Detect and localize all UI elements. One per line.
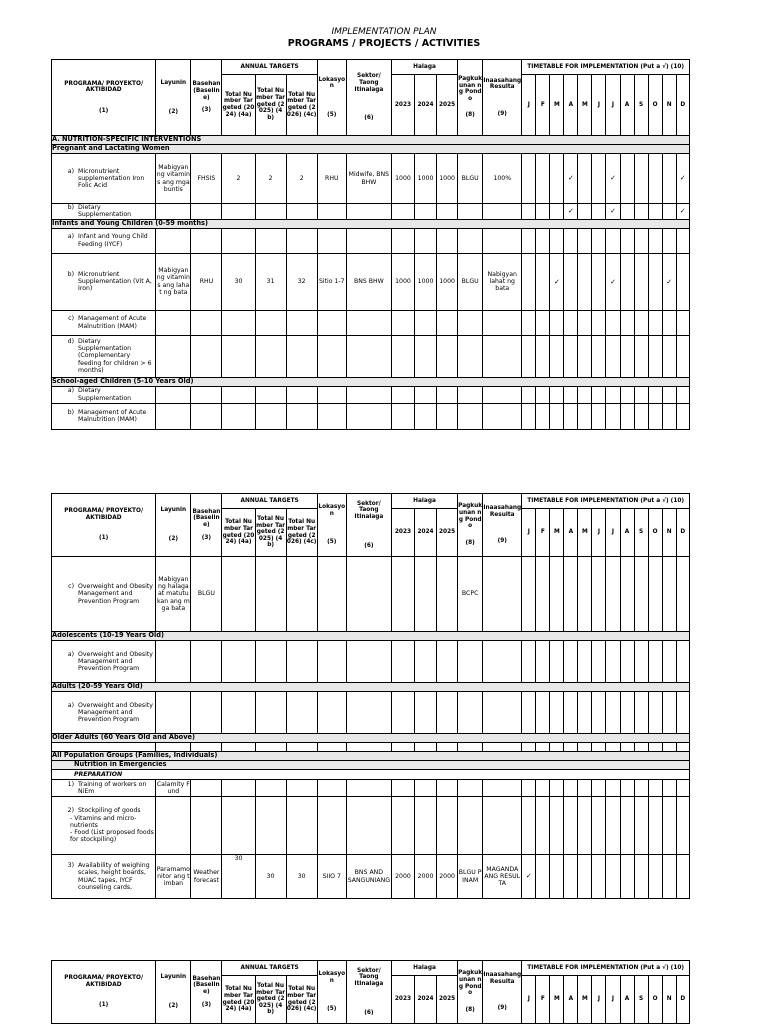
header-year-2025: 2025: [437, 976, 458, 1024]
cost-2025-cell: 1000: [437, 154, 458, 204]
subsection-pregnant-lactating: Pregnant and Lactating Women: [52, 145, 690, 154]
objective-cell: Mabigyan ng vitamins ang mga buntis: [156, 154, 191, 204]
header-result: Inaasahang Resulta (9): [483, 494, 522, 557]
month-feb: F: [536, 509, 550, 557]
month-sep: S: [634, 75, 648, 136]
header-objective: Layunin (2): [156, 494, 191, 557]
stockpile-item: - Food (List proposed foods for stockpiling): [70, 829, 154, 844]
subsection-older-adults: Older Adults (60 Years Old and Above): [52, 734, 690, 743]
result-cell: MAGANDA ANG RESULTA: [483, 855, 522, 899]
location-cell: Sitio 1-7: [317, 253, 346, 310]
header-target-2025: Total Number Targeted (2025) (4b): [255, 509, 286, 557]
header-program: PROGRAMA/ PROYEKTO/ AKTIBIDAD (1): [52, 494, 156, 557]
month-jan: J: [522, 509, 536, 557]
activity-cell: a) Overweight and Obesity Management and Prevention Program: [52, 641, 156, 683]
cost-2024-cell: 1000: [415, 253, 437, 310]
stockpile-item: - Vitamins and micro-nutrients: [70, 814, 137, 829]
plan-table-2: [51, 493, 690, 899]
month-mar: M: [550, 75, 564, 136]
fund-cell: BLGU: [458, 154, 483, 204]
objective-cell: Calamity Fund: [156, 780, 190, 795]
activity-cell: b) Dietary Supplementation: [52, 204, 156, 220]
fund-cell: BLGU PINAM: [458, 855, 483, 899]
target-2025-cell: 30: [255, 855, 286, 899]
subsection-all-population: All Population Groups (Families, Individuals): [52, 752, 690, 761]
table-row: [52, 253, 690, 310]
header-target-2026: Total Number Targeted (2026) (4c): [286, 976, 317, 1024]
plan-table-3: [51, 960, 690, 1024]
header-sector: Sektor/ Taong Itinalaga (6): [346, 961, 391, 1024]
header-sector: Sektor/ Taong Itinalaga (6): [346, 494, 391, 557]
month-sep: S: [634, 976, 648, 1024]
month-aug: A: [620, 509, 634, 557]
cost-2025-cell: 2000: [437, 855, 458, 899]
check-mark: ✓: [564, 154, 578, 204]
month-apr: A: [564, 509, 578, 557]
check-mark: ✓: [550, 253, 564, 310]
fund-cell: BLGU: [458, 253, 483, 310]
month-jul: J: [606, 976, 620, 1024]
month-dec: D: [676, 509, 689, 557]
header-year-2025: 2025: [437, 509, 458, 557]
header-target-2025: Total Number Targeted (2025) (4b): [255, 976, 286, 1024]
header-target-2024: Total Number Targeted (2024) (4a): [222, 75, 255, 136]
header-year-2023: 2023: [391, 509, 414, 557]
month-jun: J: [592, 75, 606, 136]
activity-cell: d) Dietary Supplementation (Complementary feeding for children > 6 months): [52, 335, 156, 377]
objective-cell: Mabigyan ng vitamins ang lahat ng bata: [156, 253, 191, 310]
activity-cell: a) Dietary Supplementation: [52, 386, 156, 403]
document-subtitle: PROGRAMS / PROJECTS / ACTIVITIES: [287, 38, 481, 49]
header-cost: Halaga: [391, 961, 457, 976]
table-row: [52, 692, 690, 734]
check-mark: ✓: [522, 855, 536, 899]
target-2024-cell: 30: [222, 253, 255, 310]
cost-2023-cell: 1000: [391, 253, 414, 310]
activity-cell: c) Management of Acute Malnutrition (MAM): [52, 310, 156, 335]
header-location: Lokasyon (5): [317, 60, 346, 136]
month-mar: M: [550, 509, 564, 557]
target-2025-cell: 31: [255, 253, 286, 310]
sector-cell: BNS AND SANGUNIANG: [346, 855, 391, 899]
activity-cell: a) Overweight and Obesity Management and Prevention Program: [52, 692, 156, 734]
month-nov: N: [662, 509, 676, 557]
check-mark: ✓: [564, 204, 578, 220]
sector-cell: Midwife, BNS BHW: [346, 154, 391, 204]
activity-cell: 1) Training of workers on NiEm: [52, 780, 156, 797]
table-row: [52, 154, 690, 204]
month-jan: J: [522, 976, 536, 1024]
header-target-2026: Total Number Targeted (2026) (4c): [286, 75, 317, 136]
objective-cell: Paramamonitor ang timban: [156, 855, 191, 899]
check-mark: ✓: [676, 204, 689, 220]
table-row: [52, 855, 690, 899]
target-2025-cell: 2: [255, 154, 286, 204]
activity-cell: a) Micronutrient supplementation Iron Folic Acid: [52, 154, 156, 204]
header-annual-targets: ANNUAL TARGETS: [222, 494, 317, 509]
activity-cell: 3) Availability of weighing scales, height boards, MUAC tapes, IYCF counseling cards,: [52, 855, 156, 899]
check-mark: ✓: [662, 253, 676, 310]
target-2026-cell: 30: [286, 855, 317, 899]
activity-cell: 2) Stockpiling of goods - Vitamins and micro-nutrients - Food (List proposed foods for stockpiling): [52, 797, 156, 855]
month-may: M: [578, 75, 592, 136]
result-cell: 100%: [483, 154, 522, 204]
header-fund: Pagkukunan ng Pondo (8): [458, 494, 483, 557]
result-cell: Nabigyan lahat ng bata: [483, 253, 522, 310]
table-row: [52, 386, 690, 403]
target-2024-cell: 2: [222, 154, 255, 204]
subsection-adolescents: Adolescents (10-19 Years Old): [52, 632, 690, 641]
header-baseline: Basehan (Baseline) (3): [191, 60, 222, 136]
subsection-nutrition-emergencies: Nutrition in Emergencies: [52, 761, 690, 770]
location-cell: RHU: [317, 154, 346, 204]
baseline-cell: FHSIS: [191, 154, 222, 204]
document-title: IMPLEMENTATION PLAN: [331, 27, 437, 37]
month-dec: D: [676, 75, 689, 136]
cost-2024-cell: 2000: [415, 855, 437, 899]
section-nutrition-specific: A. NUTRITION-SPECIFIC INTERVENTIONS: [52, 136, 690, 145]
table-row: [52, 797, 690, 855]
cost-2024-cell: 1000: [415, 154, 437, 204]
month-jun: J: [592, 976, 606, 1024]
cost-2025-cell: 1000: [437, 253, 458, 310]
header-year-2024: 2024: [415, 976, 437, 1024]
header-cost: Halaga: [391, 494, 457, 509]
header-program: PROGRAMA/ PROYEKTO/ AKTIBIDAD (1): [52, 60, 156, 136]
subsection-school-aged: School-aged Children (5-10 Years Old): [52, 377, 690, 386]
header-annual-targets: ANNUAL TARGETS: [222, 60, 317, 75]
header-timetable: TIMETABLE FOR IMPLEMENTATION (Put a √) (10): [522, 60, 690, 75]
header-result: Inaasahang Resulta (9): [483, 961, 522, 1024]
cost-2023-cell: 2000: [391, 855, 414, 899]
plan-table-1: [51, 59, 690, 430]
month-apr: A: [564, 75, 578, 136]
location-cell: SIIO 7: [317, 855, 346, 899]
header-target-2024: Total Number Targeted (2024) (4a): [222, 976, 255, 1024]
activity-cell: b) Management of Acute Malnutrition (MAM): [52, 403, 156, 429]
header-target-2026: Total Number Targeted (2026) (4c): [286, 509, 317, 557]
check-mark: ✓: [676, 154, 689, 204]
header-baseline: Basehan (Baseline) (3): [191, 494, 222, 557]
table-row: [52, 310, 690, 335]
header-location: Lokasyon (5): [317, 494, 346, 557]
month-nov: N: [662, 75, 676, 136]
header-year-2023: 2023: [391, 976, 414, 1024]
header-objective: Layunin (2): [156, 961, 191, 1024]
month-may: M: [578, 976, 592, 1024]
header-timetable: TIMETABLE FOR IMPLEMENTATION (Put a √) (10): [522, 961, 690, 976]
month-dec: D: [676, 976, 689, 1024]
month-jul: J: [606, 509, 620, 557]
header-baseline: Basehan (Baseline) (3): [191, 961, 222, 1024]
header-result: Inaasahang Resulta (9): [483, 60, 522, 136]
table-row: [52, 641, 690, 683]
month-aug: A: [620, 75, 634, 136]
baseline-cell: RHU: [191, 253, 222, 310]
baseline-cell: Weather forecast: [191, 855, 222, 899]
objective-cell: Mabigyan ng halaga at matutukan ang mga bata: [156, 557, 191, 632]
header-target-2024: Total Number Targeted (2024) (4a): [222, 509, 255, 557]
header-program: PROGRAMA/ PROYEKTO/ AKTIBIDAD (1): [52, 961, 156, 1024]
table-row: [52, 228, 690, 253]
check-mark: ✓: [606, 204, 620, 220]
month-jul: J: [606, 75, 620, 136]
subsection-infants: Infants and Young Children (0-59 months): [52, 219, 690, 228]
table-row: [52, 403, 690, 429]
month-feb: F: [536, 976, 550, 1024]
month-nov: N: [662, 976, 676, 1024]
header-sector: Sektor/ Taong Itinalaga (6): [346, 60, 391, 136]
table-row: [52, 780, 690, 797]
check-mark: ✓: [606, 154, 620, 204]
header-year-2023: 2023: [391, 75, 414, 136]
header-fund: Pagkukunan ng Pondo (8): [458, 961, 483, 1024]
header-year-2024: 2024: [415, 509, 437, 557]
preparation-label: PREPARATION: [52, 770, 690, 780]
header-timetable: TIMETABLE FOR IMPLEMENTATION (Put a √) (10): [522, 494, 690, 509]
header-objective: Layunin (2): [156, 60, 191, 136]
target-2024-cell: 30: [222, 855, 255, 899]
month-jun: J: [592, 509, 606, 557]
month-sep: S: [634, 509, 648, 557]
target-2026-cell: 2: [286, 154, 317, 204]
month-mar: M: [550, 976, 564, 1024]
month-oct: O: [648, 509, 662, 557]
cost-2023-cell: 1000: [391, 154, 414, 204]
subsection-adults: Adults (20-59 Years Old): [52, 683, 690, 692]
baseline-cell: BLGU: [191, 557, 222, 632]
header-location: Lokasyon (5): [317, 961, 346, 1024]
check-mark: ✓: [606, 253, 620, 310]
month-apr: A: [564, 976, 578, 1024]
month-may: M: [578, 509, 592, 557]
header-cost: Halaga: [391, 60, 457, 75]
header-year-2024: 2024: [415, 75, 437, 136]
header-annual-targets: ANNUAL TARGETS: [222, 961, 317, 976]
sector-cell: BNS BHW: [346, 253, 391, 310]
month-jan: J: [522, 75, 536, 136]
month-aug: A: [620, 976, 634, 1024]
header-target-2025: Total Number Targeted (2025) (4b): [255, 75, 286, 136]
table-row: [52, 335, 690, 377]
header-fund: Pagkukunan ng Pondo (8): [458, 60, 483, 136]
table-row: [52, 204, 690, 220]
header-year-2025: 2025: [437, 75, 458, 136]
target-2026-cell: 32: [286, 253, 317, 310]
activity-cell: a) Infant and Young Child Feeding (IYCF): [52, 228, 156, 253]
activity-cell: c) Overweight and Obesity Management and Prevention Program: [52, 557, 156, 632]
month-oct: O: [648, 976, 662, 1024]
table-row: [52, 557, 690, 632]
fund-cell: BCPC: [458, 557, 483, 632]
month-oct: O: [648, 75, 662, 136]
month-feb: F: [536, 75, 550, 136]
activity-cell: b) Micronutrient Supplementation (Vit A, Iron): [52, 253, 156, 310]
